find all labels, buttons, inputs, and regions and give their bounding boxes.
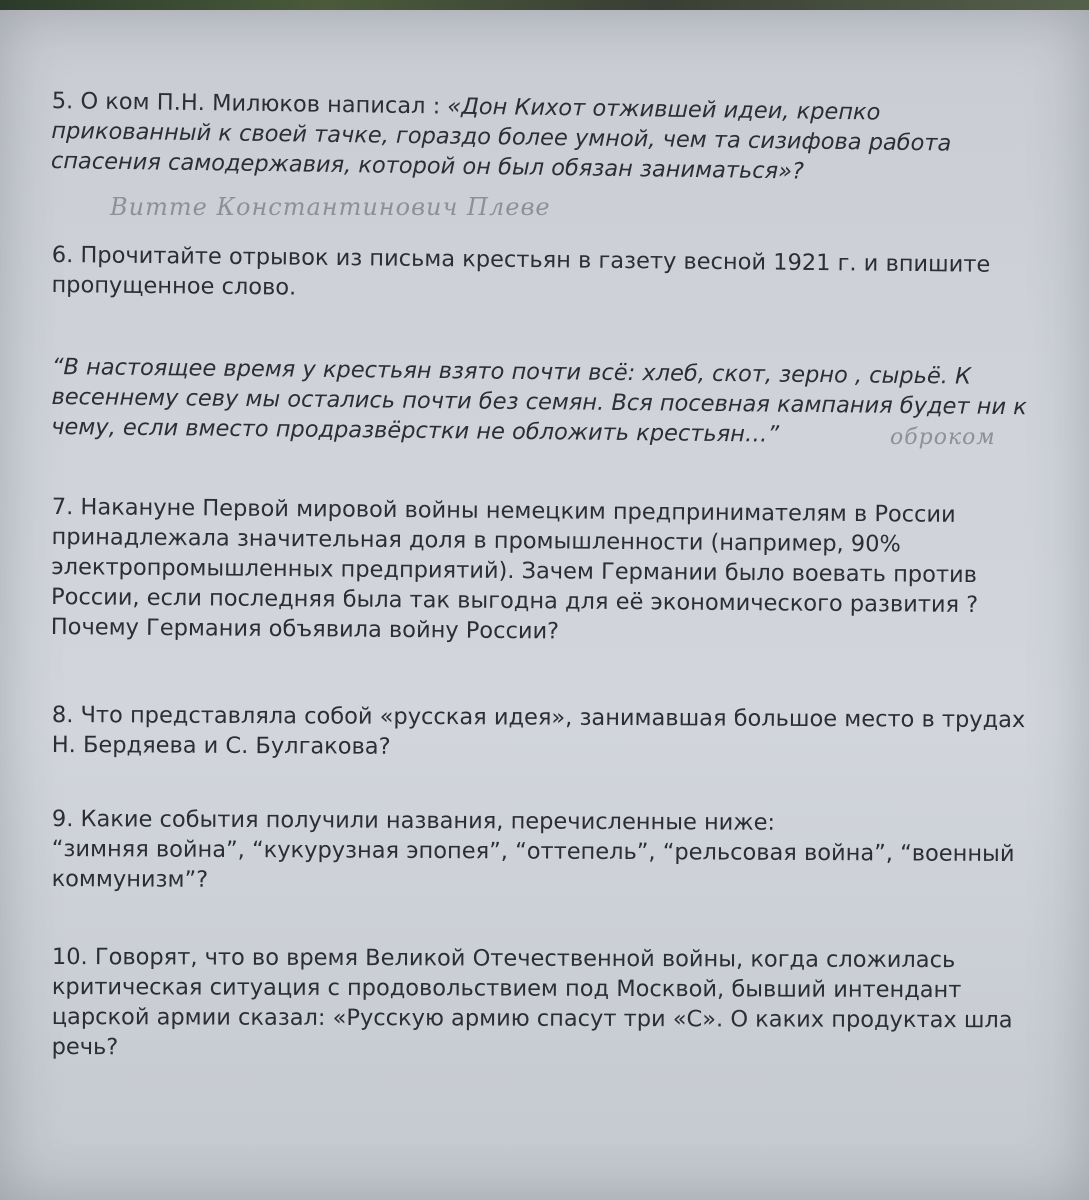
question-number: 5. xyxy=(51,87,74,115)
question-text: Какие события получили названия, перечисленные ниже: xyxy=(80,806,776,836)
question-number: 6. xyxy=(51,241,74,269)
question-number: 9. xyxy=(51,806,74,833)
question-number: 8. xyxy=(51,702,74,729)
question-8 xyxy=(52,700,1042,765)
question-5 xyxy=(51,86,1042,190)
question-7 xyxy=(51,492,1042,651)
question-quote: “В настоящее время у крестьян взято почти всё: хлеб, скот, зерно , сырьё. К весеннему севу мы остались почти без семян. Вся посевная кампания будет ни к чему, если вместо продразвёрстки не обложить крестьян…” xyxy=(51,353,1027,448)
question-text: Прочитайте отрывок из письма крестьян в газету весной 1921 г. и впишите пропущенное слово. xyxy=(51,242,991,301)
paper-sheet xyxy=(0,10,1089,1200)
question-number: 7. xyxy=(51,493,74,521)
question-list: “зимняя война”, “кукурузная эпопея”, “оттепель”, “рельсовая война”, “военный коммунизм”? xyxy=(51,835,1015,893)
question-10 xyxy=(52,942,1042,1065)
question-text: Что представляла собой «русская идея», занимавшая большое место в трудах Н. Бердяева и С. Булгакова? xyxy=(51,702,1026,760)
question-9 xyxy=(52,804,1042,899)
question-quote: «Дон Кихот отжившей идеи, крепко прикованный к своей тачке, гораздо более умной, чем та сизифова работа спасения самодержавия, которой он был обязан заниматься»? xyxy=(50,93,952,185)
question-text: Накануне Первой мировой войны немецким предпринимателям в России принадлежала значительная доля в промышленности (например, 90% электропромышленных предприятий). Зачем Германии было воевать против России, если последняя была так выгодна для её экономического развития ? Почему Германия объявила войну России? xyxy=(50,494,979,645)
question-text: Говорят, что во время Великой Отечественной войны, когда сложилась критическая ситуация с продовольствием под Москвой, бывший интендант царской армии сказал: «Русскую армию спасут три «С». О каких продуктах шла речь? xyxy=(51,944,1013,1061)
question-text: О ком П.Н. Милюков написал : xyxy=(80,88,448,120)
question-6 xyxy=(51,240,1042,310)
question-number: 10. xyxy=(51,944,88,971)
handwritten-answer-6: оброком xyxy=(890,425,996,450)
handwritten-answer-5: Витте Константинович Плеве xyxy=(110,193,551,221)
